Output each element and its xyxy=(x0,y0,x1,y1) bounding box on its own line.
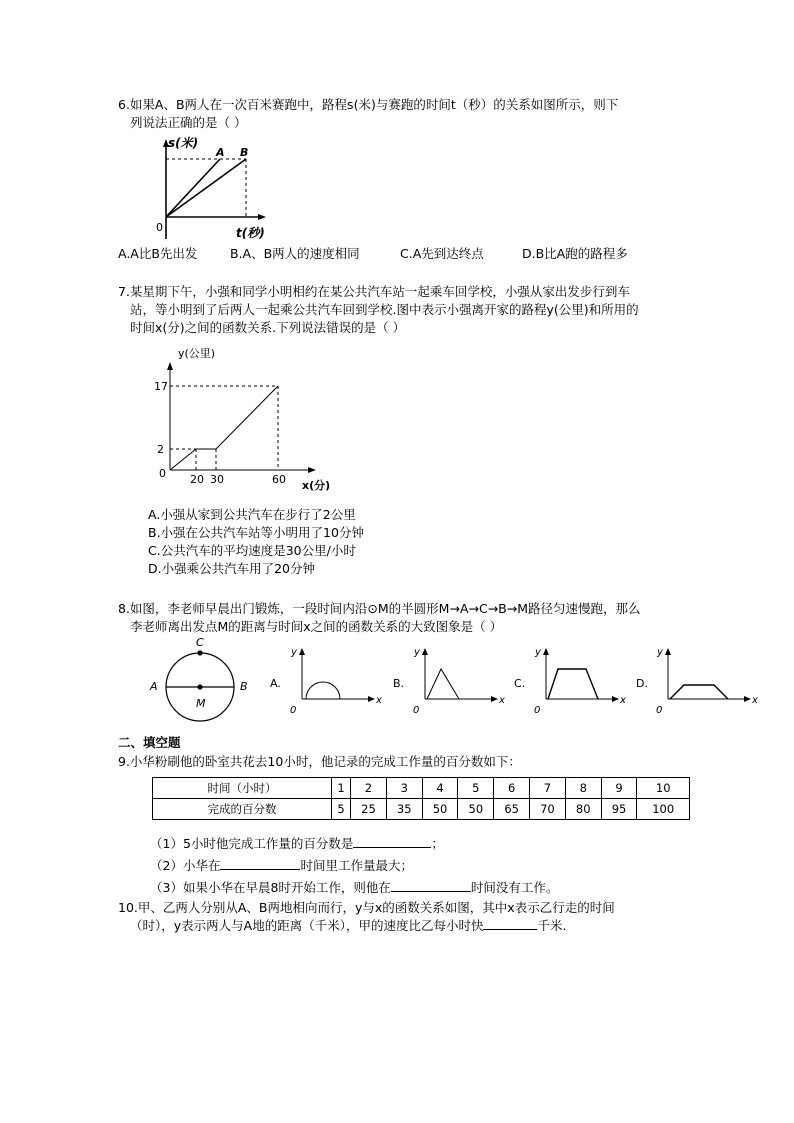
q9-row2-head: 完成的百分数 xyxy=(153,799,332,820)
q9-line1: 9.小华粉刷他的卧室共花去10小时，他记录的完成工作量的百分数如下： xyxy=(118,754,521,769)
table-cell: 1 xyxy=(332,778,351,799)
q7-x-tick-20: 20 xyxy=(190,473,204,486)
q8-choice-a-graph xyxy=(270,645,385,717)
q8-choice-d-y: y xyxy=(657,647,663,658)
q7-option-b: B.小强在公共汽车站等小明用了10分钟 xyxy=(148,525,364,540)
table-cell: 5 xyxy=(458,778,494,799)
q6-label-b: B xyxy=(240,146,249,159)
q6-label-a: A xyxy=(216,146,225,159)
q8-choice-d-label: D. xyxy=(636,677,648,690)
q7-y-tick-2: 2 xyxy=(157,443,164,456)
q8-label-m: M xyxy=(196,697,206,710)
table-cell: 50 xyxy=(458,799,494,820)
q9-sub1-end: ； xyxy=(431,836,444,851)
q9-sub2-blank[interactable] xyxy=(220,857,300,870)
table-cell: 70 xyxy=(530,799,566,820)
q9-sub3-text: （3）如果小华在早晨8时开始工作，则他在 xyxy=(150,880,391,895)
q9-sub2 xyxy=(150,857,413,875)
q10-blank[interactable] xyxy=(483,917,537,930)
q7-x-label: x(分) xyxy=(302,479,331,492)
q6-x-label: t(秒) xyxy=(236,226,265,240)
q6-option-a: A.A比B先出发 xyxy=(118,246,198,261)
table-cell: 50 xyxy=(422,799,458,820)
q8-choice-b-x: x xyxy=(499,695,505,706)
q8-choice-d-o: 0 xyxy=(656,705,663,716)
table-cell: 6 xyxy=(494,778,530,799)
q8-line1: 8.如图，李老师早晨出门锻炼，一段时间内沿⊙M的半圆形M→A→C→B→M路径匀速慢跑，那么 xyxy=(118,601,641,616)
q9-sub3 xyxy=(150,879,558,897)
q6-line1: 6.如果A、B两人在一次百米赛跑中，路程s(米)与赛跑的时间t（秒）的关系如图所示，则下 xyxy=(118,97,619,112)
q8-choice-c-graph xyxy=(514,645,629,717)
table-row xyxy=(153,799,690,820)
table-cell: 35 xyxy=(386,799,422,820)
table-cell: 9 xyxy=(601,778,637,799)
table-cell: 5 xyxy=(332,799,351,820)
q8-choice-a-y: y xyxy=(291,647,297,658)
q8-choice-a-x: x xyxy=(376,695,382,706)
q8-label-a: A xyxy=(150,680,158,693)
q7-x-tick-60: 60 xyxy=(272,473,286,486)
table-cell: 65 xyxy=(494,799,530,820)
q7-option-c: C.公共汽车的平均速度是30公里/小时 xyxy=(148,543,356,558)
q8-label-b: B xyxy=(240,680,248,693)
table-cell: 8 xyxy=(565,778,601,799)
q8-choice-a-o: 0 xyxy=(290,705,297,716)
table-cell: 95 xyxy=(601,799,637,820)
q7-y-label: y(公里) xyxy=(178,347,216,360)
q8-choice-c-x: x xyxy=(620,695,626,706)
table-cell: 25 xyxy=(351,799,387,820)
q6-origin: 0 xyxy=(156,221,163,234)
q6-graph xyxy=(150,135,270,245)
table-cell: 2 xyxy=(351,778,387,799)
q7-line3: 时间x(分)之间的函数关系.下列说法错误的是（ ） xyxy=(130,320,406,335)
q7-graph xyxy=(150,342,360,497)
q9-sub2-text: （2）小华在 xyxy=(150,858,221,873)
q7-line2: 站，等小明到了后两人一起乘公共汽车回到学校.图中表示小强离开家的路程y(公里)和所用的 xyxy=(130,302,639,317)
q7-option-a: A.小强从家到公共汽车在步行了2公里 xyxy=(148,507,356,522)
q8-choice-c-y: y xyxy=(535,647,541,658)
q6-option-d: D.B比A跑的路程多 xyxy=(522,246,628,261)
q7-line1: 7.某星期下午，小强和同学小明相约在某公共汽车站一起乘车回学校，小强从家出发步行到车 xyxy=(118,284,630,299)
q8-choice-c-o: 0 xyxy=(534,705,541,716)
q8-choice-d-x: x xyxy=(752,695,758,706)
q9-sub1-blank[interactable] xyxy=(353,835,431,848)
q9-sub3-end: 时间没有工作。 xyxy=(470,880,559,895)
q8-circle-figure xyxy=(145,632,255,717)
q10-line2-text: （时），y表示两人与A地的距离（千米），甲的速度比乙每小时快 xyxy=(130,918,484,933)
q9-sub2-end: 时间里工作量最大； xyxy=(300,858,413,873)
q8-choice-a-label: A. xyxy=(270,677,281,690)
q8-line2: 李老师离出发点M的距离与时间x之间的函数关系的大致图象是（ ） xyxy=(130,619,503,634)
table-row xyxy=(153,778,690,799)
q10-line1: 10.甲、乙两人分别从A、B两地相向而行，y与x的函数关系如图，其中x表示乙行走的时间 xyxy=(118,900,615,915)
q9-sub3-blank[interactable] xyxy=(391,879,471,892)
q9-table xyxy=(152,777,690,820)
q6-option-c: C.A先到达终点 xyxy=(400,246,484,261)
q8-choice-c-label: C. xyxy=(514,677,526,690)
table-cell: 80 xyxy=(565,799,601,820)
table-cell: 7 xyxy=(530,778,566,799)
table-cell: 100 xyxy=(637,799,690,820)
q8-choice-d-graph xyxy=(636,645,761,717)
section-title-fill-in: 二、填空题 xyxy=(118,735,181,750)
q7-y-tick-17: 17 xyxy=(154,380,168,393)
q9-sub1-text: （1）5小时他完成工作量的百分数是 xyxy=(150,836,354,851)
q6-y-label: s(米) xyxy=(168,136,199,150)
q8-choice-b-label: B. xyxy=(393,677,405,690)
q9-sub1 xyxy=(150,835,444,853)
q6-option-b: B.A、B两人的速度相同 xyxy=(230,246,360,261)
q10-line2 xyxy=(130,917,566,935)
q8-choice-b-graph xyxy=(393,645,508,717)
table-cell: 10 xyxy=(637,778,690,799)
q10-line2-end: 千米. xyxy=(537,918,567,933)
q8-choice-b-o: 0 xyxy=(413,705,420,716)
q9-row1-head: 时间（小时） xyxy=(153,778,332,799)
q8-label-c: C xyxy=(196,636,204,649)
q7-x-tick-30: 30 xyxy=(210,473,224,486)
q7-origin: 0 xyxy=(159,467,166,480)
q8-choice-b-y: y xyxy=(414,647,420,658)
q6-line2: 列说法正确的是（ ） xyxy=(130,115,247,130)
table-cell: 3 xyxy=(386,778,422,799)
table-cell: 4 xyxy=(422,778,458,799)
q7-option-d: D.小强乘公共汽车用了20分钟 xyxy=(148,561,316,576)
